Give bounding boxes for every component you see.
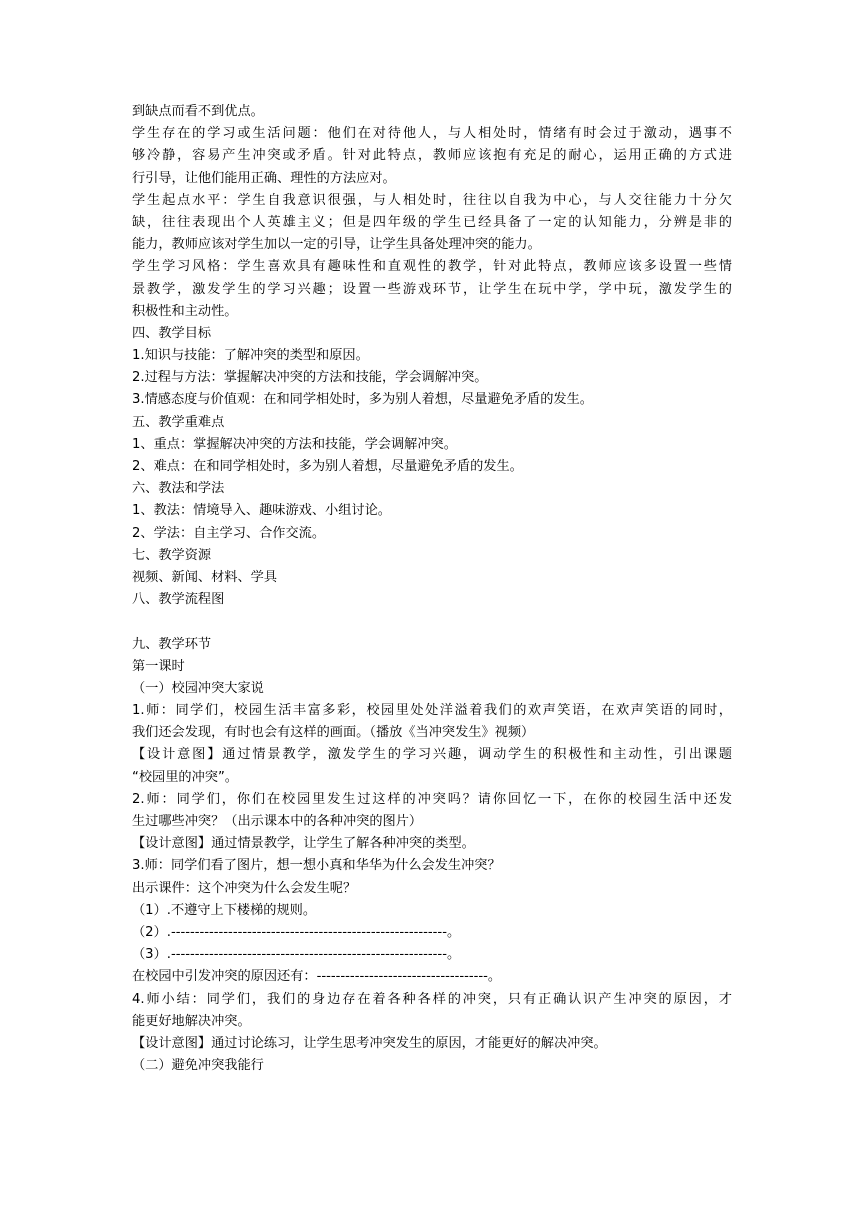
text-line: 八、教学流程图: [132, 592, 225, 608]
text-line: 景教学，激发学生的学习兴趣；设置一些游戏环节，让学生在玩中学，学中玩，激发学生的: [132, 281, 732, 297]
text-line: 1.知识与技能：了解冲突的类型和原因。: [132, 348, 369, 364]
text-line: 1、重点：掌握解决冲突的方法和技能，学会调解冲突。: [132, 436, 457, 452]
text-line: （1）.不遵守上下楼梯的规则。: [132, 902, 317, 918]
text-line: 【设计意图】通过情景教学，激发学生的学习兴趣，调动学生的积极性和主动性，引出课题: [132, 747, 732, 763]
text-line: “校园里的冲突”。: [132, 769, 238, 785]
text-line: 积极性和主动性。: [132, 303, 238, 319]
text-line: 能更好地解决冲突。: [132, 1013, 251, 1029]
text-line: 2、学法：自主学习、合作交流。: [132, 525, 326, 541]
text-line: 五、教学重难点: [132, 414, 225, 430]
text-line: 学生起点水平：学生自我意识很强，与人相处时，往往以自我为中心，与人交往能力十分欠: [132, 192, 732, 208]
text-line: 缺，往往表现出个人英雄主义；但是四年级的学生已经具备了一定的认知能力，分辨是非的: [132, 214, 732, 230]
document-body: [132, 101, 732, 1077]
text-line: （二）避免冲突我能行: [132, 1058, 264, 1074]
text-line: 学生存在的学习或生活问题：他们在对待他人，与人相处时，情绪有时会过于激动，遇事不: [132, 126, 732, 142]
text-line: 2.过程与方法：掌握解决冲突的方法和技能，学会调解冲突。: [132, 370, 488, 386]
text-line: 3.情感态度与价值观：在和同学相处时，多为别人着想，尽量避免矛盾的发生。: [132, 392, 593, 408]
text-line: （3）.----------------------------------------------------------。: [132, 947, 461, 963]
text-line: 在校园中引发冲突的原因还有：------------------------------------。: [132, 969, 502, 985]
text-line: 3.师：同学们看了图片，想一想小真和华华为什么会发生冲突？: [132, 858, 501, 874]
text-line: 2.师：同学们，你们在校园里发生过这样的冲突吗？请你回忆一下，在你的校园生活中还发: [132, 791, 732, 807]
text-line: 视频、新闻、材料、学具: [132, 569, 278, 585]
text-line: 4.师小结：同学们，我们的身边存在着各种各样的冲突，只有正确认识产生冲突的原因，才: [132, 991, 732, 1007]
text-line: 【设计意图】通过讨论练习，让学生思考冲突发生的原因，才能更好的解决冲突。: [132, 1035, 607, 1051]
text-line: 第一课时: [132, 658, 185, 674]
text-line: 六、教法和学法: [132, 481, 225, 497]
blank-line: [132, 611, 732, 633]
text-line: 到缺点而看不到优点。: [132, 104, 264, 119]
text-line: 1、教法：情境导入、趣味游戏、小组讨论。: [132, 503, 391, 519]
text-line: 我们还会发现，有时也会有这样的画面。（播放《当冲突发生》视频）: [132, 725, 535, 741]
text-line: （2）.----------------------------------------------------------。: [132, 924, 461, 940]
text-line: 学生学习风格：学生喜欢具有趣味性和直观性的教学，针对此特点，教师应该多设置一些情: [132, 259, 732, 275]
text-line: 1.师：同学们，校园生活丰富多彩，校园里处处洋溢着我们的欢声笑语，在欢声笑语的同时，: [132, 703, 732, 719]
text-line: 行引导，让他们能用正确、理性的方法应对。: [132, 170, 396, 186]
text-line: 生过哪些冲突？（出示课本中的各种冲突的图片）: [132, 814, 423, 829]
text-line: 九、教学环节: [132, 636, 212, 652]
text-line: 七、教学资源: [132, 547, 212, 563]
text-line: 2、难点：在和同学相处时，多为别人着想，尽量避免矛盾的发生。: [132, 459, 523, 474]
text-line: 够冷静，容易产生冲突或矛盾。针对此特点，教师应该抱有充足的耐心，运用正确的方式进: [132, 148, 732, 164]
text-line: 【设计意图】通过情景教学，让学生了解各种冲突的类型。: [132, 836, 475, 852]
text-line: 出示课件：这个冲突为什么会发生呢？: [132, 880, 357, 896]
text-line: 能力，教师应该对学生加以一定的引导，让学生具备处理冲突的能力。: [132, 237, 541, 253]
text-line: （一）校园冲突大家说: [132, 680, 264, 696]
text-line: 四、教学目标: [132, 325, 212, 341]
